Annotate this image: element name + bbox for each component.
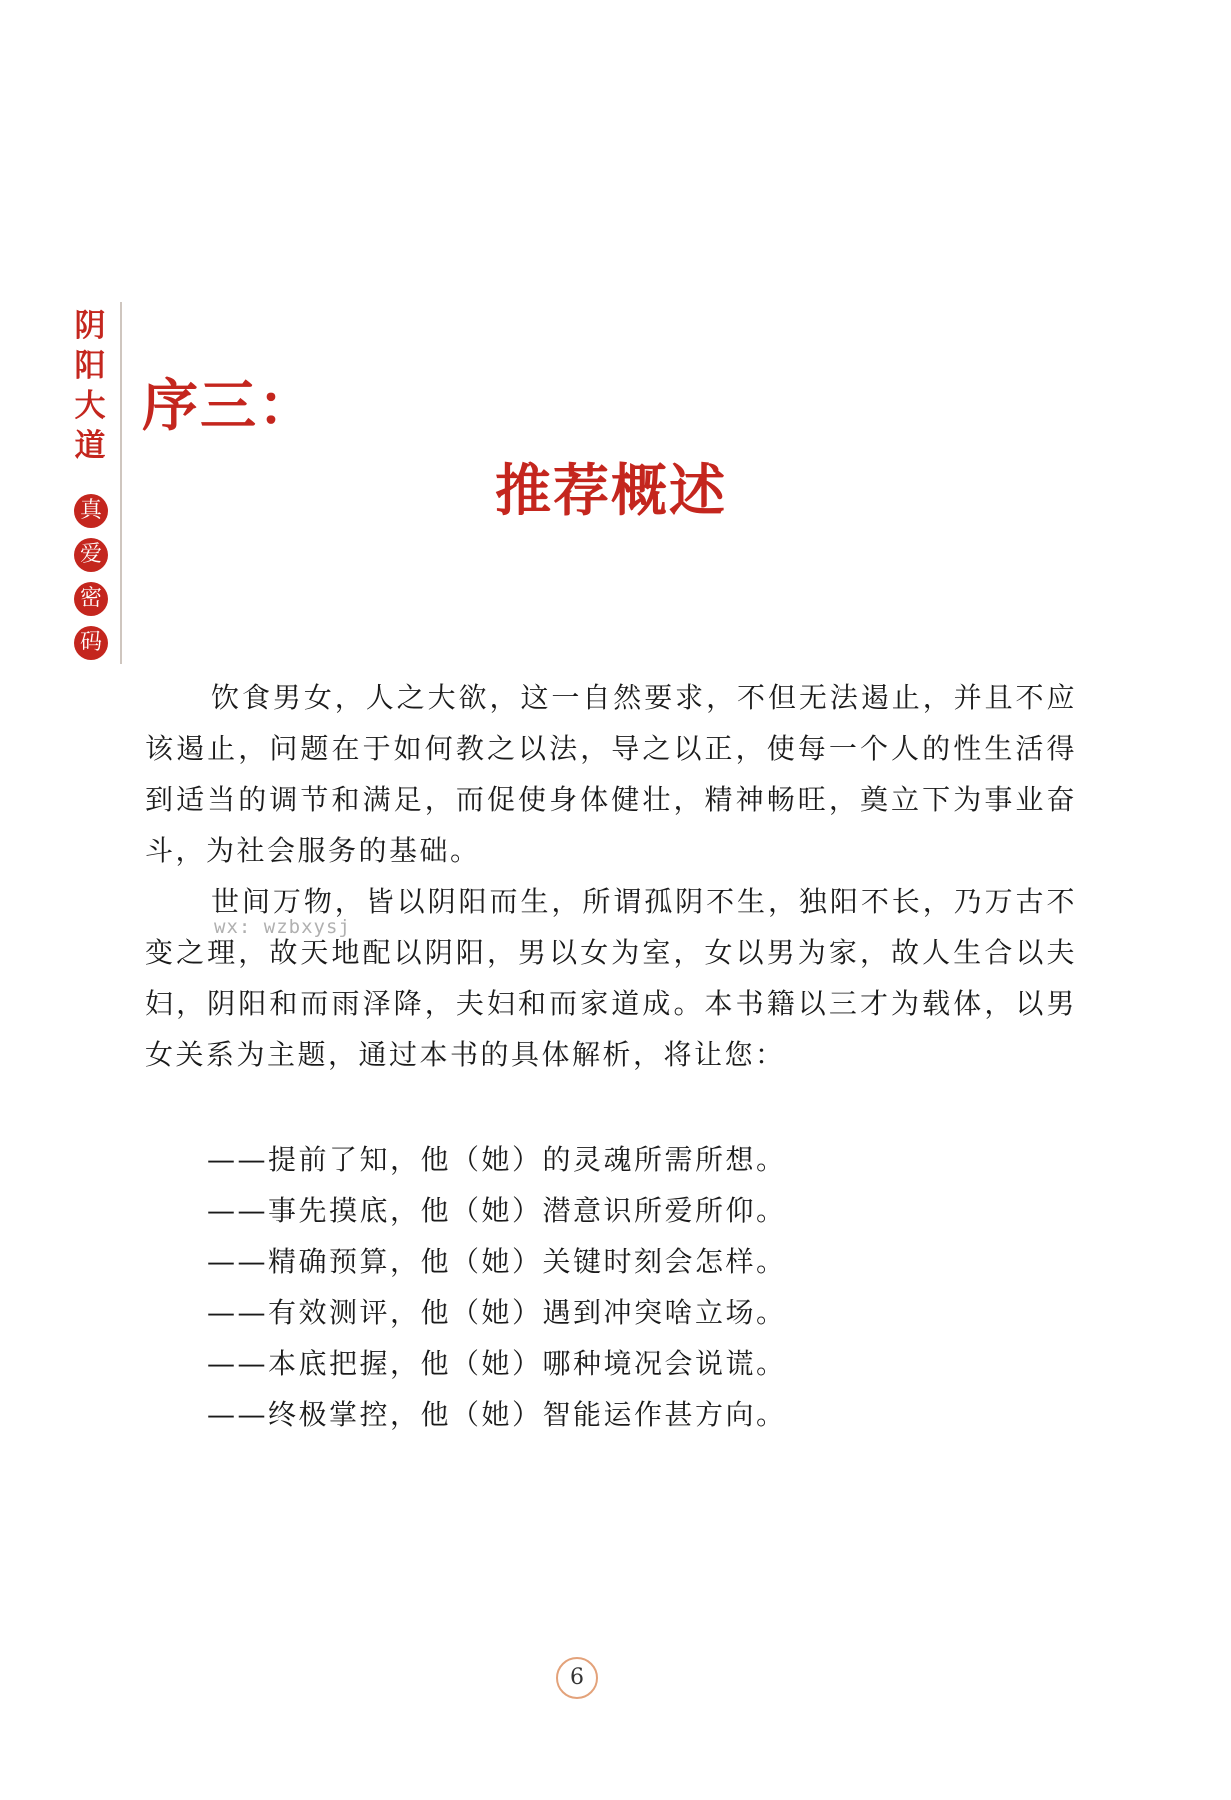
side-title-char: 阴 (74, 308, 106, 344)
list-item: ——精确预算，他（她）关键时刻会怎样。 (207, 1245, 787, 1278)
list-item: ——事先摸底，他（她）潜意识所爱所仰。 (207, 1194, 787, 1227)
body-text (145, 672, 1077, 1080)
paragraph: 世间万物，皆以阴阳而生，所谓孤阴不生，独阳不长，乃万古不变之理，故天地配以阴阳，男以女为室，女以男为家，故人生合以夫妇，阴阳和而雨泽降，夫妇和而家道成。本书籍以三才为载体，以男女关系为主题，通过本书的具体解析，将让您： (145, 885, 1077, 1071)
paragraph: 饮食男女，人之大欲，这一自然要求，不但无法遏止，并且不应该遏止，问题在于如何教之以法，导之以正，使每一个人的性生活得到适当的调节和满足，而促使身体健壮，精神畅旺，奠立下为事业奋斗，为社会服务的基础。 (145, 681, 1077, 867)
list-item: ——提前了知，他（她）的灵魂所需所想。 (207, 1143, 787, 1176)
side-tab (70, 302, 122, 664)
side-circle-char: 密 (74, 582, 108, 616)
list-item: ——有效测评，他（她）遇到冲突啥立场。 (207, 1296, 787, 1329)
page-number: 6 (556, 1657, 598, 1699)
side-circle-char: 爱 (74, 538, 108, 572)
section-prefix: 序三： (142, 373, 316, 439)
side-title-char: 阳 (74, 348, 106, 384)
side-title-char: 大 (74, 388, 106, 424)
watermark: wx: wzbxysj (214, 916, 351, 938)
page-title: 推荐概述 (495, 458, 727, 524)
list-item: ——本底把握，他（她）哪种境况会说谎。 (207, 1347, 787, 1380)
bullet-list (207, 1134, 787, 1440)
list-item: ——终极掌控，他（她）智能运作甚方向。 (207, 1398, 787, 1431)
side-title-char: 道 (74, 428, 106, 464)
side-circle-char: 真 (74, 494, 108, 528)
side-circle-char: 码 (74, 626, 108, 660)
